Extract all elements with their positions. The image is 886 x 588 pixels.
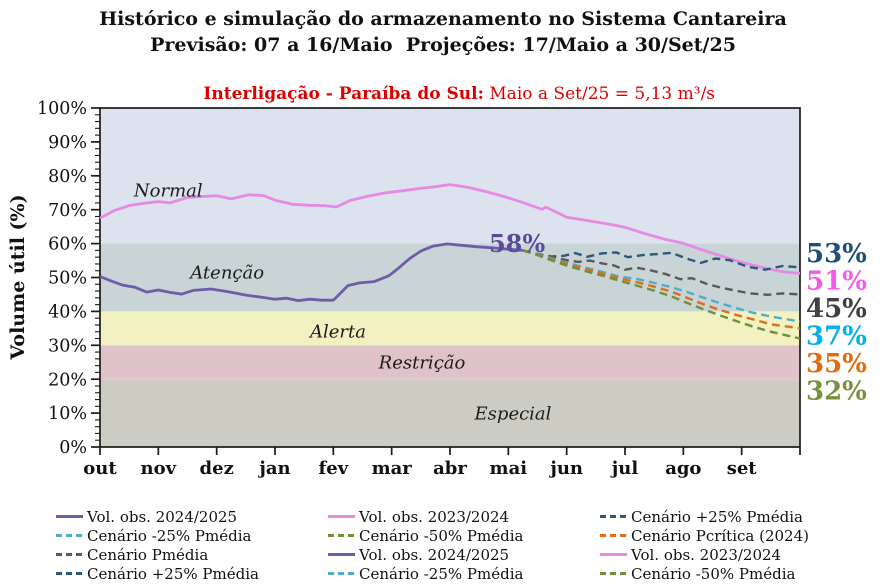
y-tick-label: 80% bbox=[48, 166, 87, 187]
chart-title: Histórico e simulação do armazenamento no Sistema Cantareira bbox=[99, 8, 787, 30]
band-label: Especial bbox=[474, 403, 552, 425]
x-tick-label: mai bbox=[489, 458, 528, 479]
legend-dashed-line-icon bbox=[56, 534, 83, 537]
y-tick-label: 100% bbox=[36, 99, 87, 120]
legend-item bbox=[600, 546, 846, 564]
x-tick-label: ago bbox=[665, 458, 702, 479]
band-label: Restrição bbox=[378, 352, 466, 374]
x-tick-label: jun bbox=[550, 458, 584, 479]
y-tick-label: 70% bbox=[48, 200, 87, 221]
legend-item bbox=[328, 508, 600, 526]
end-label: 32% bbox=[806, 376, 867, 407]
last-observed-annotation: 58% bbox=[488, 229, 546, 258]
x-tick-label: jan bbox=[259, 458, 291, 479]
legend-item bbox=[328, 527, 600, 545]
legend-dashed-line-icon bbox=[600, 515, 627, 518]
y-tick-label: 40% bbox=[48, 302, 87, 323]
legend-label: Cenário +25% Pmédia bbox=[87, 564, 259, 583]
y-tick-label: 0% bbox=[59, 438, 87, 459]
x-tick-label: abr bbox=[433, 458, 467, 479]
legend-dashed-line-icon bbox=[328, 534, 355, 537]
legend-solid-line-icon bbox=[328, 553, 355, 556]
legend-item bbox=[56, 546, 328, 564]
y-tick-label: 20% bbox=[48, 370, 87, 391]
legend bbox=[56, 507, 846, 583]
legend-label: Cenário -50% Pmédia bbox=[631, 564, 796, 583]
y-tick-label: 90% bbox=[48, 133, 87, 154]
legend-dashed-line-icon bbox=[56, 553, 83, 556]
legend-item bbox=[56, 527, 328, 545]
legend-label: Vol. obs. 2024/2025 bbox=[87, 507, 238, 526]
legend-label: Vol. obs. 2024/2025 bbox=[359, 545, 510, 564]
legend-label: Cenário Pmédia bbox=[87, 545, 209, 564]
x-tick-label: dez bbox=[199, 458, 234, 479]
band-alerta bbox=[100, 311, 800, 345]
x-tick-label: jul bbox=[611, 458, 639, 479]
x-tick-label: set bbox=[726, 458, 757, 479]
legend-solid-line-icon bbox=[600, 553, 627, 556]
chart-subtitle: Previsão: 07 a 16/Maio Projeções: 17/Maio a 30/Set/25 bbox=[150, 34, 736, 56]
x-tick-label: out bbox=[83, 458, 117, 479]
y-tick-label: 30% bbox=[48, 336, 87, 357]
legend-item bbox=[600, 508, 846, 526]
legend-dashed-line-icon bbox=[600, 572, 627, 575]
legend-label: Cenário -50% Pmédia bbox=[359, 526, 524, 545]
title-block bbox=[0, 6, 886, 130]
end-label: 35% bbox=[806, 349, 867, 380]
legend-dashed-line-icon bbox=[600, 534, 627, 537]
y-axis-title: Volume útil (%) bbox=[7, 194, 29, 360]
legend-solid-line-icon bbox=[328, 515, 355, 518]
end-label: 37% bbox=[806, 321, 867, 352]
end-label: 51% bbox=[806, 266, 867, 297]
x-tick-label: fev bbox=[318, 458, 349, 479]
legend-solid-line-icon bbox=[56, 515, 83, 518]
interconnection-value: Maio a Set/25 = 5,13 m³/s bbox=[483, 84, 716, 104]
legend-label: Cenário -25% Pmédia bbox=[87, 526, 252, 545]
legend-dashed-line-icon bbox=[328, 572, 355, 575]
x-tick-label: nov bbox=[140, 458, 177, 479]
band-especial bbox=[100, 379, 800, 447]
legend-label: Cenário +25% Pmédia bbox=[631, 507, 803, 526]
legend-item bbox=[56, 565, 328, 583]
y-tick-label: 10% bbox=[48, 404, 87, 425]
legend-label: Vol. obs. 2023/2024 bbox=[631, 545, 782, 564]
legend-label: Vol. obs. 2023/2024 bbox=[359, 507, 510, 526]
legend-item bbox=[328, 565, 600, 583]
legend-item bbox=[600, 527, 846, 545]
x-tick-label: mar bbox=[371, 458, 412, 479]
legend-item bbox=[56, 508, 328, 526]
end-label: 53% bbox=[806, 239, 867, 270]
legend-item bbox=[600, 565, 846, 583]
band-label: Atenção bbox=[190, 262, 265, 284]
legend-item bbox=[328, 546, 600, 564]
band-label: Alerta bbox=[310, 321, 366, 343]
y-tick-label: 60% bbox=[48, 234, 87, 255]
interconnection-label: Interligação - Paraíba do Sul: bbox=[203, 84, 484, 104]
end-label: 45% bbox=[806, 294, 867, 325]
band-label: Normal bbox=[133, 180, 203, 202]
y-tick-label: 50% bbox=[48, 268, 87, 289]
legend-dashed-line-icon bbox=[56, 572, 83, 575]
interconnection-note bbox=[0, 58, 886, 130]
legend-label: Cenário Pcrítica (2024) bbox=[631, 526, 810, 545]
legend-label: Cenário -25% Pmédia bbox=[359, 564, 524, 583]
